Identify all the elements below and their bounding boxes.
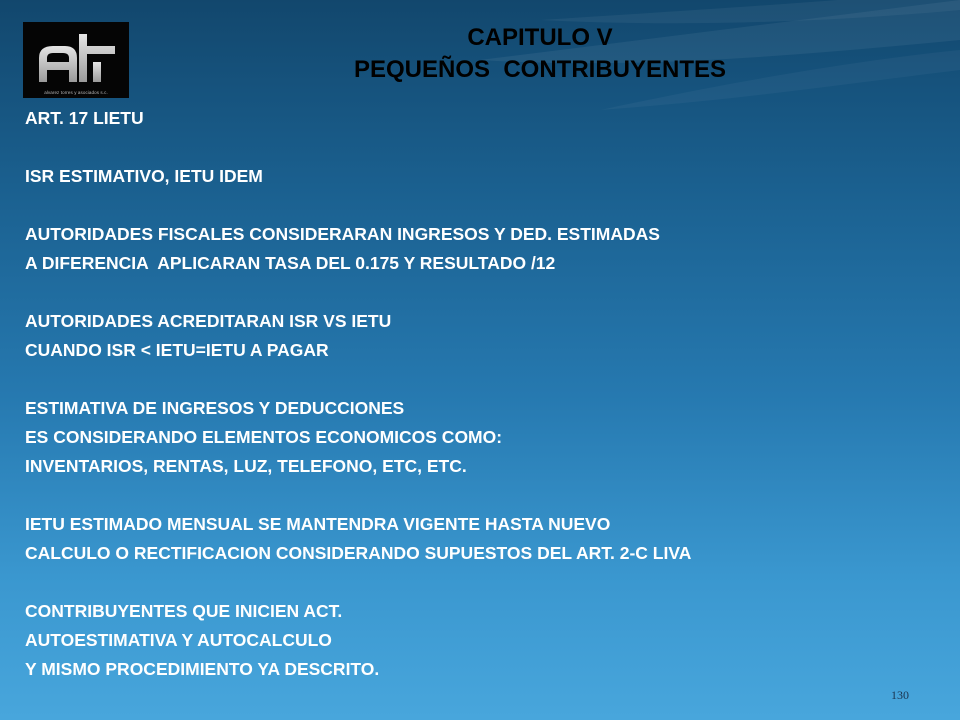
body-text (25, 104, 955, 684)
title-line-1: CAPITULO V (467, 24, 613, 51)
body-line: AUTORIDADES FISCALES CONSIDERARAN INGRESOS Y DED. ESTIMADAS (25, 224, 660, 244)
body-line (25, 278, 955, 307)
body-line: AUTORIDADES ACREDITARAN ISR VS IETU (25, 311, 392, 331)
body-line (25, 133, 955, 162)
body-line: ESTIMATIVA DE INGRESOS Y DEDUCCIONES (25, 398, 405, 418)
company-logo (23, 22, 129, 98)
title-line-2: PEQUEÑOS CONTRIBUYENTES (353, 56, 727, 83)
body-line: INVENTARIOS, RENTAS, LUZ, TELEFONO, ETC, ETC. (25, 456, 467, 476)
body-line: ART. 17 LIETU (25, 108, 144, 128)
body-line: IETU ESTIMADO MENSUAL SE MANTENDRA VIGENTE HASTA NUEVO (25, 514, 611, 534)
body-line: ES CONSIDERANDO ELEMENTOS ECONOMICOS COMO: (25, 427, 503, 447)
body-line: CALCULO O RECTIFICACION CONSIDERANDO SUPUESTOS DEL ART. 2-C LIVA (25, 543, 692, 563)
body-line (25, 481, 955, 510)
logo-caption: alvarez torres y asociados s.c. (44, 90, 108, 95)
body-line (25, 191, 955, 220)
page-number: 130 (891, 688, 909, 702)
body-line (25, 365, 955, 394)
body-line: A DIFERENCIA APLICARAN TASA DEL 0.175 Y RESULTADO /12 (25, 253, 556, 273)
page-title (300, 22, 780, 86)
body-line (25, 568, 955, 597)
body-line: CONTRIBUYENTES QUE INICIEN ACT. (25, 601, 343, 621)
body-line: CUANDO ISR < IETU=IETU A PAGAR (25, 340, 329, 360)
logo-mark-icon (23, 22, 129, 98)
body-line: ISR ESTIMATIVO, IETU IDEM (25, 166, 263, 186)
body-line: Y MISMO PROCEDIMIENTO YA DESCRITO. (25, 659, 380, 679)
body-line: AUTOESTIMATIVA Y AUTOCALCULO (25, 630, 332, 650)
